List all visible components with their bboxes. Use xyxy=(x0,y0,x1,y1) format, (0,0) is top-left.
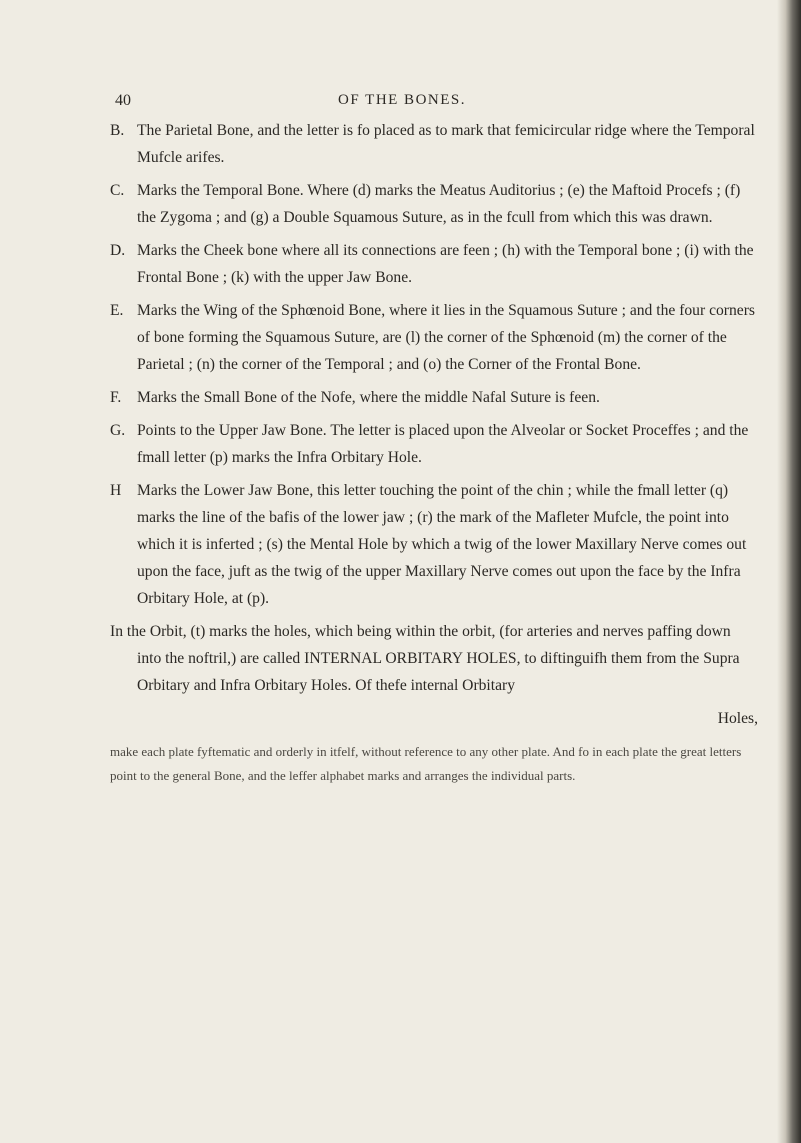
entry-key: H xyxy=(110,482,122,499)
entry-text: Marks the Small Bone of the Nofe, where the middle Nafal Suture is feen. xyxy=(137,389,600,406)
entry-key: E. xyxy=(110,302,124,319)
entry-text: The Parietal Bone, and the letter is fo placed as to mark that femicircular ridge where the Temporal Mufcle arifes. xyxy=(137,122,755,166)
page-body xyxy=(110,117,758,801)
running-title: OF THE BONES. xyxy=(338,92,466,108)
entry-key: D. xyxy=(110,242,126,259)
catchword: Holes, xyxy=(717,710,758,727)
orbit-paragraph: In the Orbit, (t) marks the holes, which being within the orbit, (for arteries and nerves paffing down into the noftril,) are called INTERNAL ORBITARY HOLES, to diftinguifh them from the Supra Orbitary and Infra Orbitary Holes. Of thefe internal Orbitary xyxy=(110,623,740,694)
entry-g xyxy=(110,417,758,471)
page-header xyxy=(0,92,760,116)
entry-b xyxy=(110,117,758,171)
entry-text: Marks the Wing of the Sphœnoid Bone, where it lies in the Squamous Suture ; and the four corners of bone forming the Squamous Suture, are (l) the corner of the Sphœnoid (m) the corner of the Parietal ; (n) the corner of the Temporal ; and (o) the Corner of the Frontal Bone. xyxy=(137,302,755,373)
entry-key: B. xyxy=(110,122,125,139)
entry-key: F. xyxy=(110,389,122,406)
entry-d xyxy=(110,237,758,291)
entry-e xyxy=(110,297,758,378)
page-edge-shadow xyxy=(777,0,801,1143)
entry-key: C. xyxy=(110,182,125,199)
entry-text: Marks the Temporal Bone. Where (d) marks the Meatus Auditorius ; (e) the Maftoid Procefs ; (f) the Zygoma ; and (g) a Double Squamous Suture, as in the fcull from which this was drawn. xyxy=(137,182,741,226)
footnote: make each plate fyftematic and orderly in itfelf, without reference to any other plate. And fo in each plate the great letters point to the general Bone, and the leffer alphabet marks and arranges the individual parts. xyxy=(110,744,742,783)
entry-text: Marks the Cheek bone where all its connections are feen ; (h) with the Temporal bone ; (i) with the Frontal Bone ; (k) with the upper Jaw Bone. xyxy=(137,242,754,286)
entry-key: G. xyxy=(110,422,126,439)
page-number: 40 xyxy=(115,92,131,109)
entry-text: Marks the Lower Jaw Bone, this letter touching the point of the chin ; while the fmall letter (q) marks the line of the bafis of the lower jaw ; (r) the mark of the Mafleter Mufcle, the point into which it is inferted ; (s) the Mental Hole by which a twig of the lower Maxillary Nerve comes out upon the face, juft as the twig of the upper Maxillary Nerve comes out upon the face by the Infra Orbitary Hole, at (p). xyxy=(137,482,747,607)
entry-h xyxy=(110,477,758,612)
entry-text: Points to the Upper Jaw Bone. The letter is placed upon the Alveolar or Socket Proceffes ; and the fmall letter (p) marks the Infra Orbitary Hole. xyxy=(137,422,749,466)
entry-f xyxy=(110,384,758,411)
entry-c xyxy=(110,177,758,231)
